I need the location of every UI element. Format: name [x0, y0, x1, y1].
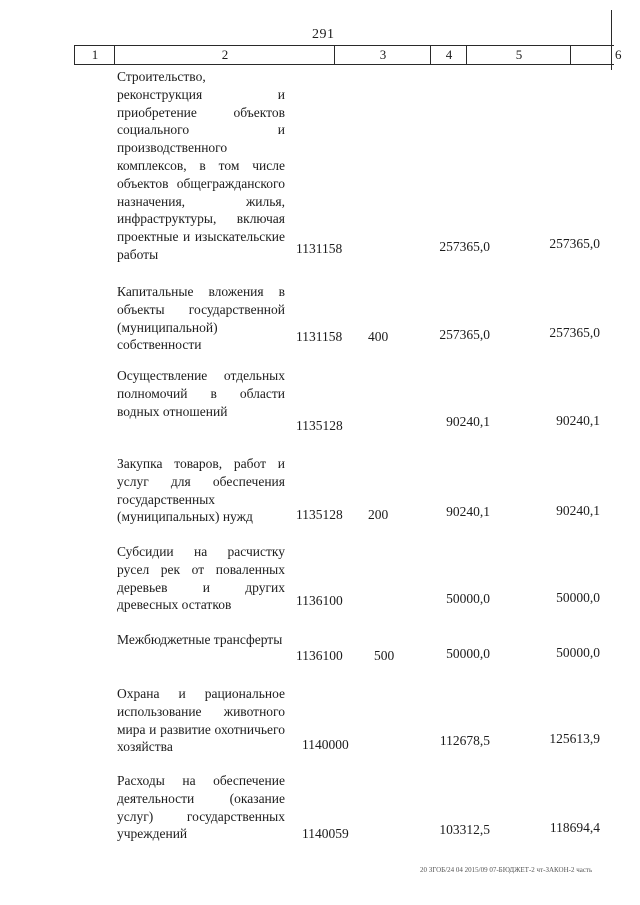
row-description: Субсидии на расчистку русел рек от поваленных деревьев и других древесных остатков — [117, 544, 285, 613]
row-value-6: 90240,1 — [556, 503, 600, 518]
row-code: 1140059 — [302, 826, 349, 841]
row-code: 1131158 — [296, 329, 343, 344]
row-value-5: 257365,0 — [439, 239, 490, 254]
row-description: Строительство, реконструкция и приобретение объектов социального и производственного комплексов, в том числе объектов общегражданского назначения, жилья, инфраструктуры, включая проектные и изыскательские работы — [117, 69, 285, 262]
row-value-6: 50000,0 — [556, 590, 600, 605]
row-value-6: 257365,0 — [549, 325, 600, 340]
row-value-5: 90240,1 — [446, 414, 490, 429]
row-value-6: 90240,1 — [556, 413, 600, 428]
document-footer: 20 ЗГОБ/24 04 2015/09 07-БЮДЖЕТ-2 чт-ЗАКОН-2 часть — [420, 866, 593, 874]
row-value-5: 50000,0 — [446, 591, 490, 606]
row-value-5: 50000,0 — [446, 646, 490, 661]
row-description: Закупка товаров, работ и услуг для обеспечения государственных (муниципальных) нужд — [117, 456, 285, 525]
row-value-5: 112678,5 — [439, 733, 490, 748]
column-header-row — [74, 45, 622, 65]
row-description: Охрана и рациональное использование животного мира и развитие охотничьего хозяйства — [117, 686, 285, 755]
column-header-3: 3 — [334, 46, 431, 64]
column-header-6: 6 — [570, 46, 640, 64]
row-code: 1135128 — [296, 507, 343, 522]
row-value-6: 257365,0 — [549, 236, 600, 251]
row-value-5: 103312,5 — [439, 822, 490, 837]
row-value-6: 118694,4 — [549, 820, 600, 835]
row-description: Межбюджетные трансферты — [117, 632, 283, 647]
row-code: 1135128 — [296, 418, 343, 433]
row-value-6: 50000,0 — [556, 645, 600, 660]
row-description: Расходы на обеспечение деятельности (оказание услуг) государственных учреждений — [117, 773, 285, 842]
row-value-5: 257365,0 — [439, 327, 490, 342]
page-number: 291 — [312, 27, 335, 42]
row-kind: 500 — [374, 648, 395, 663]
row-description: Капитальные вложения в объекты государственной (муниципальной) собственности — [117, 284, 285, 353]
row-kind: 400 — [368, 329, 389, 344]
row-code: 1136100 — [296, 648, 343, 663]
row-value-6: 125613,9 — [549, 731, 600, 746]
row-code: 1140000 — [302, 737, 349, 752]
column-header-1: 1 — [74, 46, 115, 64]
row-value-5: 90240,1 — [446, 504, 490, 519]
row-kind: 200 — [368, 507, 389, 522]
column-header-2: 2 — [114, 46, 335, 64]
row-code: 1136100 — [296, 593, 343, 608]
column-header-5: 5 — [466, 46, 571, 64]
row-code: 1131158 — [296, 241, 343, 256]
column-header-4: 4 — [430, 46, 467, 64]
row-description: Осуществление отдельных полномочий в области водных отношений — [117, 368, 285, 419]
